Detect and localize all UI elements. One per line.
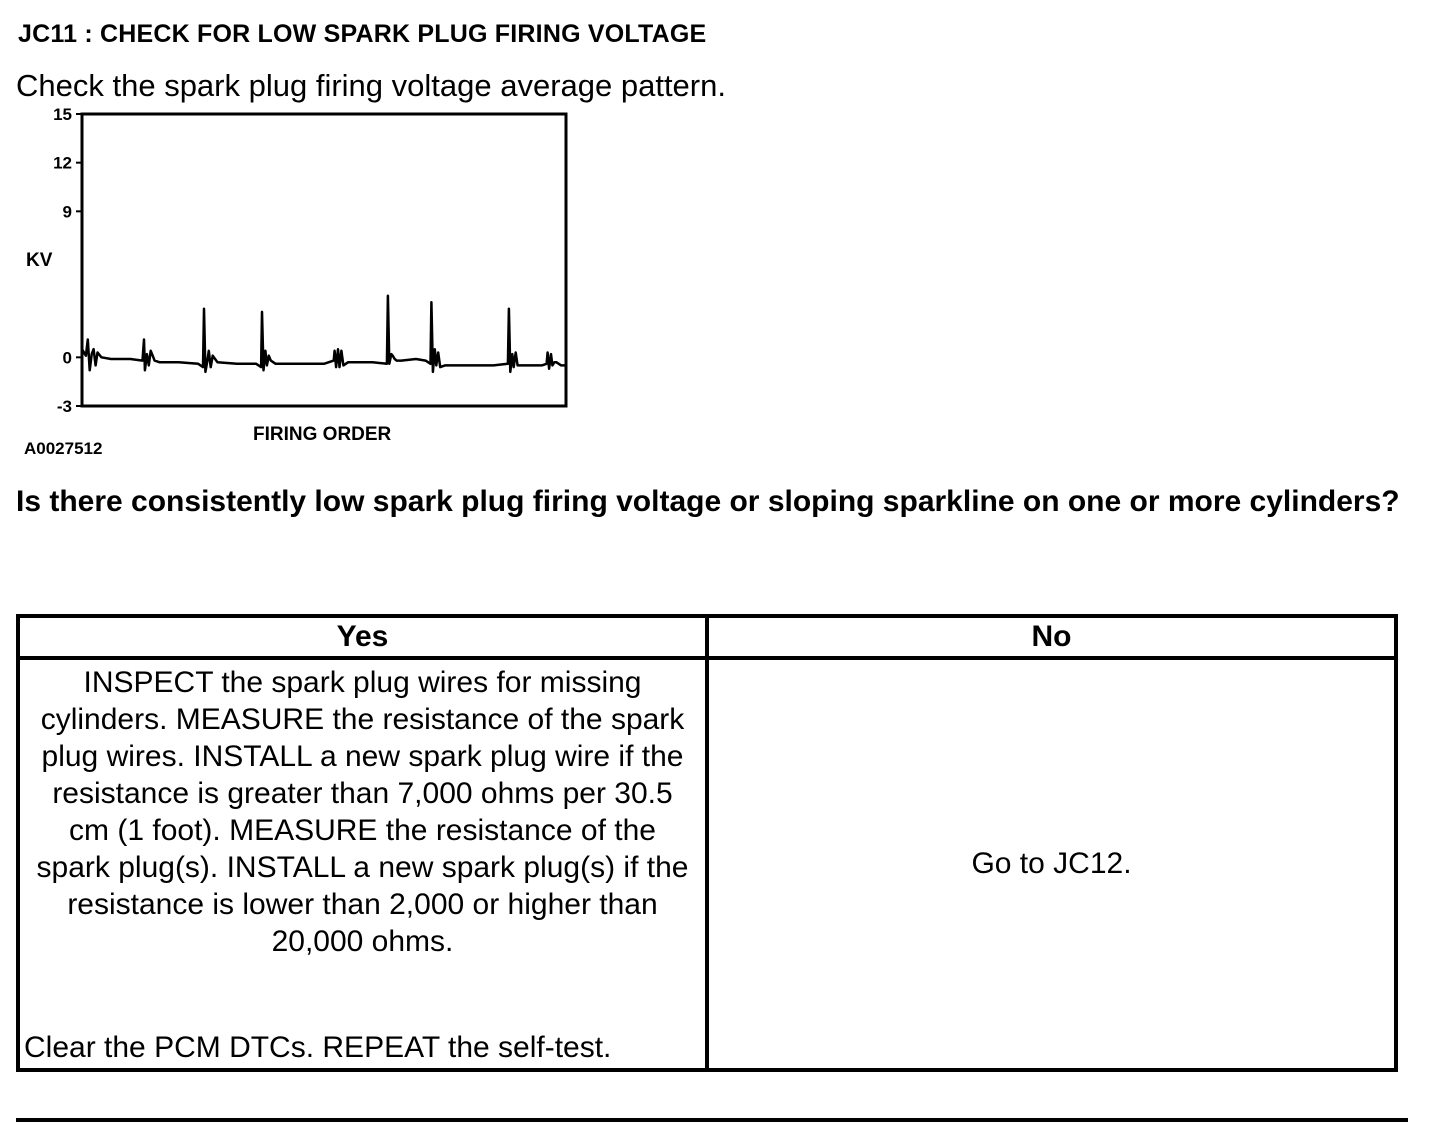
bottom-divider [16, 1118, 1408, 1122]
yes-steps-text: INSPECT the spark plug wires for missing cylinders. MEASURE the resistance of the spark plug wires. INSTALL a new spark plug wire if the resistance is greater than 7,000 ohms per 30.5 cm (1 foot). MEASURE the resistance of the spark plug(s). INSTALL a new spark plug(s) if the resistance is lower than 2,000 or higher than 20,000 ohms. [36, 666, 689, 958]
yes-header: Yes [18, 616, 707, 658]
y-tick-label: 0 [62, 348, 72, 368]
y-tick-label: 9 [62, 202, 72, 222]
table-row [18, 658, 1396, 1070]
no-header: No [707, 616, 1396, 658]
y-tick-label: 12 [53, 153, 72, 173]
table-header-row [18, 616, 1396, 658]
no-cell: Go to JC12. [707, 658, 1396, 1070]
question-text: Is there consistently low spark plug firing voltage or sloping sparkline on one or more cylinders? [16, 485, 1400, 518]
y-tick-label: 15 [53, 105, 72, 124]
y-tick-label: -3 [56, 397, 72, 416]
x-axis-label: FIRING ORDER [253, 424, 392, 445]
instruction-text: Check the spark plug firing voltage average pattern. [16, 68, 726, 103]
yes-cell [18, 658, 707, 1070]
y-axis-ticks [53, 105, 82, 416]
y-axis-label: KV [26, 250, 53, 271]
figure-id: A0027512 [24, 439, 103, 458]
yes-no-table [16, 614, 1398, 1072]
page-title: JC11 : CHECK FOR LOW SPARK PLUG FIRING VOLTAGE [18, 20, 707, 48]
plot-frame [82, 114, 566, 406]
yes-final-text: Clear the PCM DTCs. REPEAT the self-test. [24, 1031, 612, 1064]
firing-voltage-trace [82, 296, 566, 372]
firing-voltage-chart [0, 104, 600, 474]
